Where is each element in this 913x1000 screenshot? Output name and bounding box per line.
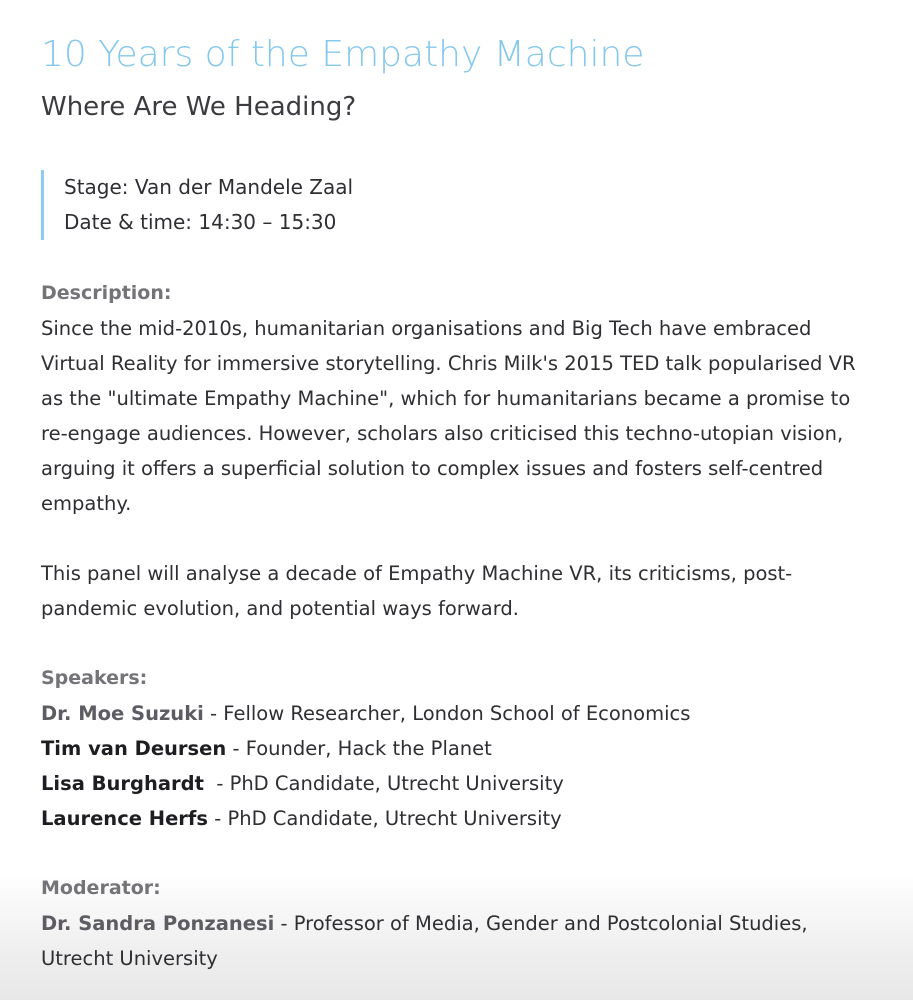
event-info-box <box>41 170 541 240</box>
speaker-name: Dr. Moe Suzuki <box>41 702 204 725</box>
speaker-item <box>41 731 492 766</box>
datetime-info: Date & time: 14:30 – 15:30 <box>64 210 337 234</box>
speaker-role: - Founder, Hack the Planet <box>226 737 492 760</box>
moderator-name: Dr. Sandra Ponzanesi <box>41 912 275 935</box>
event-subtitle: Where Are We Heading? <box>41 92 357 122</box>
speaker-role: - PhD Candidate, Utrecht University <box>203 772 564 795</box>
speaker-item <box>41 766 564 801</box>
moderator-affiliation: Utrecht University <box>41 947 218 970</box>
speaker-role: - PhD Candidate, Utrecht University <box>208 807 562 830</box>
speaker-name: Laurence Herfs <box>41 807 209 830</box>
speaker-item <box>41 696 690 731</box>
speaker-name: Lisa Burghardt <box>41 772 204 795</box>
description-paragraph: Since the mid-2010s, humanitarian organisations and Big Tech have embraced Virtual Reality for immersive storytelling. Chris Milk's 2015 TED talk popularised VR as the "ultimate Empathy Machine", which for humanitarians became a promise to re-engage audiences. However, scholars also criticised this techno-utopian vision, arguing it offers a superficial solution to complex issues and fosters self-centred empathy. <box>41 317 856 515</box>
event-title: 10 Years of the Empathy Machine <box>41 34 645 75</box>
stage-info: Stage: Van der Mandele Zaal <box>64 175 354 199</box>
speaker-item <box>41 801 562 836</box>
speaker-name: Tim van Deursen <box>41 737 227 760</box>
moderator-item <box>41 906 808 941</box>
description-label: Description: <box>41 282 172 304</box>
description-paragraph: This panel will analyse a decade of Empathy Machine VR, its criticisms, post-pandemic evolution, and potential ways forward. <box>41 562 793 620</box>
moderator-role: - Professor of Media, Gender and Postcolonial Studies, <box>274 912 808 935</box>
speaker-role: - Fellow Researcher, London School of Economics <box>203 702 691 725</box>
moderator-label: Moderator: <box>41 877 161 899</box>
speakers-label: Speakers: <box>41 667 148 689</box>
